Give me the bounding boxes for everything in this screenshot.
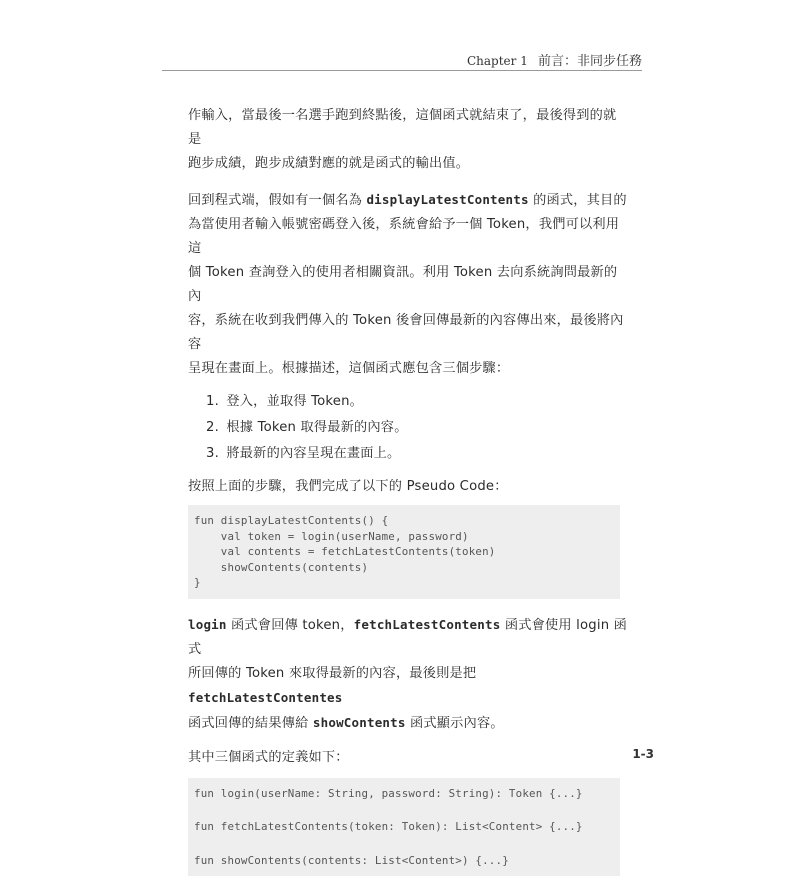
paragraph-1-line-2: 跑步成績，跑步成績對應的就是函式的輸出值。	[188, 156, 469, 171]
paragraph-2-line-2: 為當使用者輸入帳號密碼登入後，系統會給予一個 Token，我們可以利用這	[188, 217, 619, 256]
inline-code-showContents: showContents	[313, 715, 406, 730]
paragraph-1-line-1: 作輸入，當最後一名選手跑到終點後，這個函式就結束了，最後得到的就是	[188, 108, 616, 147]
code-line: fun fetchLatestContents(token: Token): List<Content> {...}	[194, 819, 614, 835]
code-line: fun login(userName: String, password: String): Token {...}	[194, 786, 614, 802]
list-item	[188, 415, 628, 441]
step-text: 根據 Token 取得最新的內容。	[226, 420, 407, 435]
code-line: val token = login(userName, password)	[194, 529, 614, 545]
step-number: 2.	[206, 415, 222, 441]
paragraph-4-text-a: 函式會回傳 token，	[227, 618, 354, 633]
list-item	[188, 441, 628, 467]
paragraph-4-text-b: 函式會使用 login 函式	[188, 618, 627, 657]
code-line: val contents = fetchLatestContents(token)	[194, 544, 614, 560]
paragraph-5: 其中三個函式的定義如下：	[188, 746, 628, 770]
code-blank-line	[194, 835, 614, 853]
paragraph-4-line-3-post: 函式顯示內容。	[406, 716, 504, 731]
page-number: 1-3	[632, 747, 654, 761]
paragraph-2-line-1-post: 的函式，其目的	[529, 193, 627, 208]
code-block-pseudo	[188, 505, 620, 599]
step-number: 1.	[206, 389, 222, 415]
chapter-title: 前言：非同步任務	[538, 54, 642, 69]
code-line: fun showContents(contents: List<Content>) {...}	[194, 853, 614, 869]
code-blank-line	[194, 801, 614, 819]
inline-code-fetchLatestContents: fetchLatestContents	[354, 617, 501, 632]
code-line: }	[194, 575, 614, 591]
page-body	[188, 104, 628, 876]
paragraph-2-line-3: 個 Token 查詢登入的使用者相關資訊。利用 Token 去向系統詢問最新的內	[188, 265, 617, 304]
step-text: 登入，並取得 Token。	[226, 394, 363, 409]
chapter-label: Chapter 1	[467, 54, 528, 68]
inline-code-displayLatestContents: displayLatestContents	[366, 192, 528, 207]
paragraph-4-line-2: 所回傳的 Token 來取得最新的內容，最後則是把	[188, 666, 476, 681]
list-item	[188, 389, 628, 415]
code-line: showContents(contents)	[194, 560, 614, 576]
step-text: 將最新的內容呈現在畫面上。	[226, 446, 400, 461]
inline-code-login: login	[188, 617, 227, 632]
steps-list	[188, 389, 628, 467]
paragraph-2-line-1-pre: 回到程式端，假如有一個名為	[188, 193, 366, 208]
paragraph-1	[188, 104, 628, 176]
inline-code-fetchLatestContentes: fetchLatestContentes	[188, 690, 343, 705]
paragraph-2-line-5: 呈現在畫面上。根據描述，這個函式應包含三個步驟：	[188, 361, 509, 376]
step-number: 3.	[206, 441, 222, 467]
paragraph-2-line-4: 容，系統在收到我們傳入的 Token 後會回傳最新的內容傳出來，最後將內容	[188, 313, 624, 352]
paragraph-2	[188, 188, 628, 381]
paragraph-3: 按照上面的步驟，我們完成了以下的 Pseudo Code：	[188, 475, 628, 499]
code-line: fun displayLatestContents() {	[194, 513, 614, 529]
header-text	[467, 50, 642, 69]
running-header	[162, 48, 642, 70]
code-block-definitions	[188, 778, 620, 876]
header-rule	[162, 70, 642, 71]
paragraph-4-line-3-pre: 函式回傳的結果傳給	[188, 716, 313, 731]
paragraph-4	[188, 613, 628, 736]
